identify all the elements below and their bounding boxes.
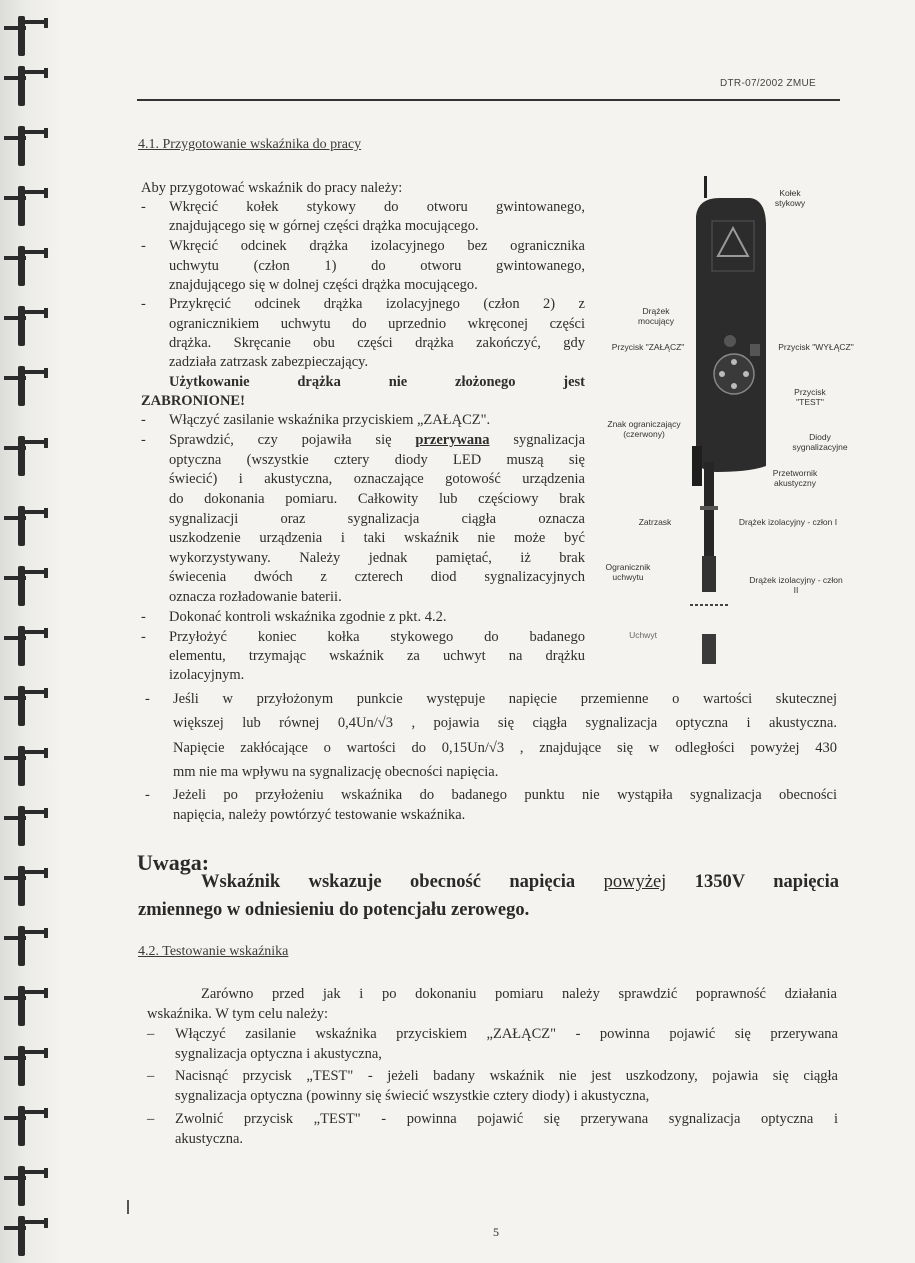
list-item: - Sprawdzić, czy pojawiła się przerywana sygnalizacja (141, 432, 586, 448)
page-number: 5 (493, 1225, 499, 1239)
prohibition-line: Użytkowanie drążka nie złożonego jest (169, 374, 585, 390)
binding-ring (4, 16, 48, 56)
spiral-binding (0, 0, 62, 1263)
text-line: uchwytu (człon 1) do otworu gwintowanego, (169, 258, 585, 274)
text-line: drążka. Skręcanie obu części drążka zakończyć, gdy (169, 335, 585, 351)
text-span: Sprawdzić, czy pojawiła się (169, 432, 392, 448)
list-item: - Wkręcić kołek stykowy do otworu gwintowanego, (141, 199, 585, 215)
text-line: świecić) i akustyczna, oznaczające gotowość urządzenia (169, 471, 585, 487)
label-przycisk-wylacz: Przycisk "WYŁĄCZ" (778, 342, 854, 352)
warning-heading: Uwaga: (137, 850, 210, 875)
label-diody: Diody sygnalizacyjne (792, 432, 848, 452)
text-line: sygnalizacji oraz sygnalizacja ciągła oznacza (169, 511, 585, 527)
header-rule (137, 99, 840, 101)
binding-ring (4, 186, 48, 226)
list-item: - Przykręcić odcinek drążka izolacyjnego (człon 2) z (141, 296, 585, 312)
binding-ring (4, 246, 48, 286)
text-span: 1350V napięcia (694, 872, 840, 892)
binding-ring (4, 686, 48, 726)
prohibition-word: ZABRONIONE! (141, 393, 245, 409)
text-span: Wskaźnik wskazuje obecność napięcia (201, 872, 576, 892)
list-item: - Dokonać kontroli wskaźnika zgodnie z pkt. 4.2. (141, 609, 447, 625)
list-item: - Przyłożyć koniec kołka stykowego do badanego (141, 629, 585, 645)
text-line: uszkodzenie urządzenia i taki wskaźnik nie może być (169, 530, 585, 546)
text-line: optyczna (wszystkie cztery diody LED muszą się (169, 452, 585, 468)
list-item: – Zwolnić przycisk „TEST" - powinna pojawić się przerywana sygnalizacja optyczna i (147, 1111, 838, 1127)
text-line: świecenia dwóch z czterech diod sygnalizacyjnych (169, 569, 585, 585)
label-ogranicznik: Ogranicznik uchwytu (605, 562, 651, 582)
label-drazek-1: Drążek izolacyjny - człon I (738, 517, 838, 527)
label-przycisk-zalacz: Przycisk "ZAŁĄCZ" (611, 342, 685, 352)
binding-ring (4, 506, 48, 546)
binding-ring (4, 1216, 48, 1256)
text-line: do dokonania pomiaru. Całkowity lub częściowy brak (169, 491, 585, 507)
led-diode (743, 371, 749, 377)
binding-ring (4, 986, 48, 1026)
underlined-word: przerywana (415, 432, 490, 448)
binding-ring (4, 366, 48, 406)
device-body (696, 198, 766, 472)
text-line: Włączyć zasilanie wskaźnika przyciskiem „ZAŁĄCZ". (169, 412, 491, 428)
text-line: Napięcie zakłócające o wartości do 0,15Un/√3 , znajdujące się w odległości powyżej 430 (173, 740, 837, 756)
text-line: Jeśli w przyłożonym punkcie występuje napięcie przemienne o wartości skutecznej (173, 691, 837, 707)
section-42-title: 4.2. Testowanie wskaźnika (138, 944, 289, 959)
text-line: Włączyć zasilanie wskaźnika przyciskiem „ZAŁĄCZ" - powinna pojawić się przerywana (175, 1026, 838, 1042)
text-line: mm nie ma wpływu na sygnalizację obecności napięcia. (173, 764, 499, 780)
text-line: akustyczna. (175, 1131, 244, 1147)
binding-ring (4, 746, 48, 786)
handle-grip (702, 634, 716, 664)
latch (700, 506, 718, 510)
text-span: sygnalizacja (513, 432, 586, 448)
binding-ring (4, 566, 48, 606)
text-line: Jeżeli po przyłożeniu wskaźnika do badanego punktu nie wystąpiła sygnalizacja obecności (173, 787, 837, 803)
text-line: znajdującego się w dolnej części drążka mocującego. (169, 277, 478, 293)
section-41-intro: Aby przygotować wskaźnik do pracy należy: (141, 180, 403, 196)
list-item: - Jeśli w przyłożonym punkcie występuje napięcie przemienne o wartości skutecznej (145, 691, 837, 707)
binding-ring (4, 926, 48, 966)
label-drazek-2: Drążek izolacyjny - człon II (749, 575, 843, 595)
list-item: – Włączyć zasilanie wskaźnika przyciskiem „ZAŁĄCZ" - powinna pojawić się przerywana (147, 1026, 838, 1042)
text-line: wskaźnika. W tym celu należy: (147, 1006, 329, 1022)
text-line: zadziała zatrzask zabezpieczający. (169, 354, 369, 370)
text-line: Zwolnić przycisk „TEST" - powinna pojawić się przerywana sygnalizacja optyczna i (175, 1111, 838, 1127)
led-diode (731, 383, 737, 389)
contact-pin (704, 176, 707, 198)
binding-ring (4, 1166, 48, 1206)
label-uchwyt: Uchwyt (629, 630, 657, 640)
binding-ring (4, 1046, 48, 1086)
text-line: Przykręcić odcinek drążka izolacyjnego (człon 2) z (169, 296, 585, 312)
text-line: sygnalizacja optyczna (powinny się świecić wszystkie cztery diody) i akustyczna, (175, 1088, 650, 1104)
text-line: Wkręcić kołek stykowy do otworu gwintowanego, (169, 199, 585, 215)
label-drazek-mocujacy: Drążek mocujący (638, 306, 674, 326)
binding-ring (4, 1106, 48, 1146)
document-code: DTR-07/2002 ZMUE (720, 78, 816, 89)
text-line: napięcia, należy powtórzyć testowanie wskaźnika. (173, 807, 466, 823)
led-diode (731, 359, 737, 365)
binding-ring (4, 806, 48, 846)
text-line: znajdującego się w górnej części drążka mocującego. (169, 218, 479, 234)
binding-ring (4, 626, 48, 666)
handle-limiter (702, 556, 716, 592)
list-item: - Wkręcić odcinek drążka izolacyjnego bez ogranicznika (141, 238, 585, 254)
text-line: Dokonać kontroli wskaźnika zgodnie z pkt. 4.2. (169, 609, 447, 625)
warning-line-2: zmiennego w odniesieniu do potencjału zerowego. (138, 900, 530, 920)
text-line: ogranicznikiem uchwytu do uprzednio wkręconej części (169, 316, 585, 332)
list-item: – Nacisnąć przycisk „TEST" - jeżeli badany wskaźnik nie jest uszkodzony, pojawia się ciągła (147, 1068, 838, 1084)
text-line: izolacyjnym. (169, 667, 245, 683)
label-przetwornik: Przetwornik akustyczny (772, 468, 818, 488)
led-diode (719, 371, 725, 377)
margin-mark (127, 1200, 129, 1214)
text-line: Wkręcić odcinek drążka izolacyjnego bez ogranicznika (169, 238, 585, 254)
text-line: Zarówno przed jak i po dokonaniu pomiaru należy sprawdzić poprawność działania (201, 986, 837, 1002)
binding-ring (4, 306, 48, 346)
binding-ring (4, 66, 48, 106)
label-kolek: Kołek stykowy (774, 188, 806, 208)
text-line: Przyłożyć koniec kołka stykowego do badanego (169, 629, 585, 645)
button-zalacz (724, 335, 736, 347)
button-wylacz (750, 344, 760, 356)
text-line: wykorzystywany. Należy jednak pamiętać, iż brak (169, 550, 585, 566)
label-znak: Znak ograniczający (czerwony) (607, 419, 681, 439)
underlined-word: powyżej (603, 872, 667, 892)
text-line: oznacza rozładowanie baterii. (169, 589, 342, 605)
binding-ring (4, 436, 48, 476)
list-item: - Włączyć zasilanie wskaźnika przyciskiem „ZAŁĄCZ". (141, 412, 491, 428)
list-item: - Jeżeli po przyłożeniu wskaźnika do badanego punktu nie wystąpiła sygnalizacja obecności (145, 787, 837, 803)
section-41-title: 4.1. Przygotowanie wskaźnika do pracy (138, 137, 362, 152)
label-przycisk-test: Przycisk "TEST" (794, 387, 826, 407)
warning-line-1 (201, 872, 839, 893)
binding-ring (4, 866, 48, 906)
text-line: większej lub równej 0,4Un/√3 , pojawia się ciągła sygnalizacja optyczna i akustyczna. (173, 715, 837, 731)
label-zatrzask: Zatrzask (638, 517, 672, 527)
binding-ring (4, 126, 48, 166)
red-limit-mark (692, 446, 702, 486)
text-line: sygnalizacja optyczna i akustyczna, (175, 1046, 382, 1062)
text-line: elementu, trzymając wskaźnik za uchwyt na drążku (169, 648, 585, 664)
text-line: Nacisnąć przycisk „TEST" - jeżeli badany wskaźnik nie jest uszkodzony, pojawia się ciągła (175, 1068, 838, 1084)
